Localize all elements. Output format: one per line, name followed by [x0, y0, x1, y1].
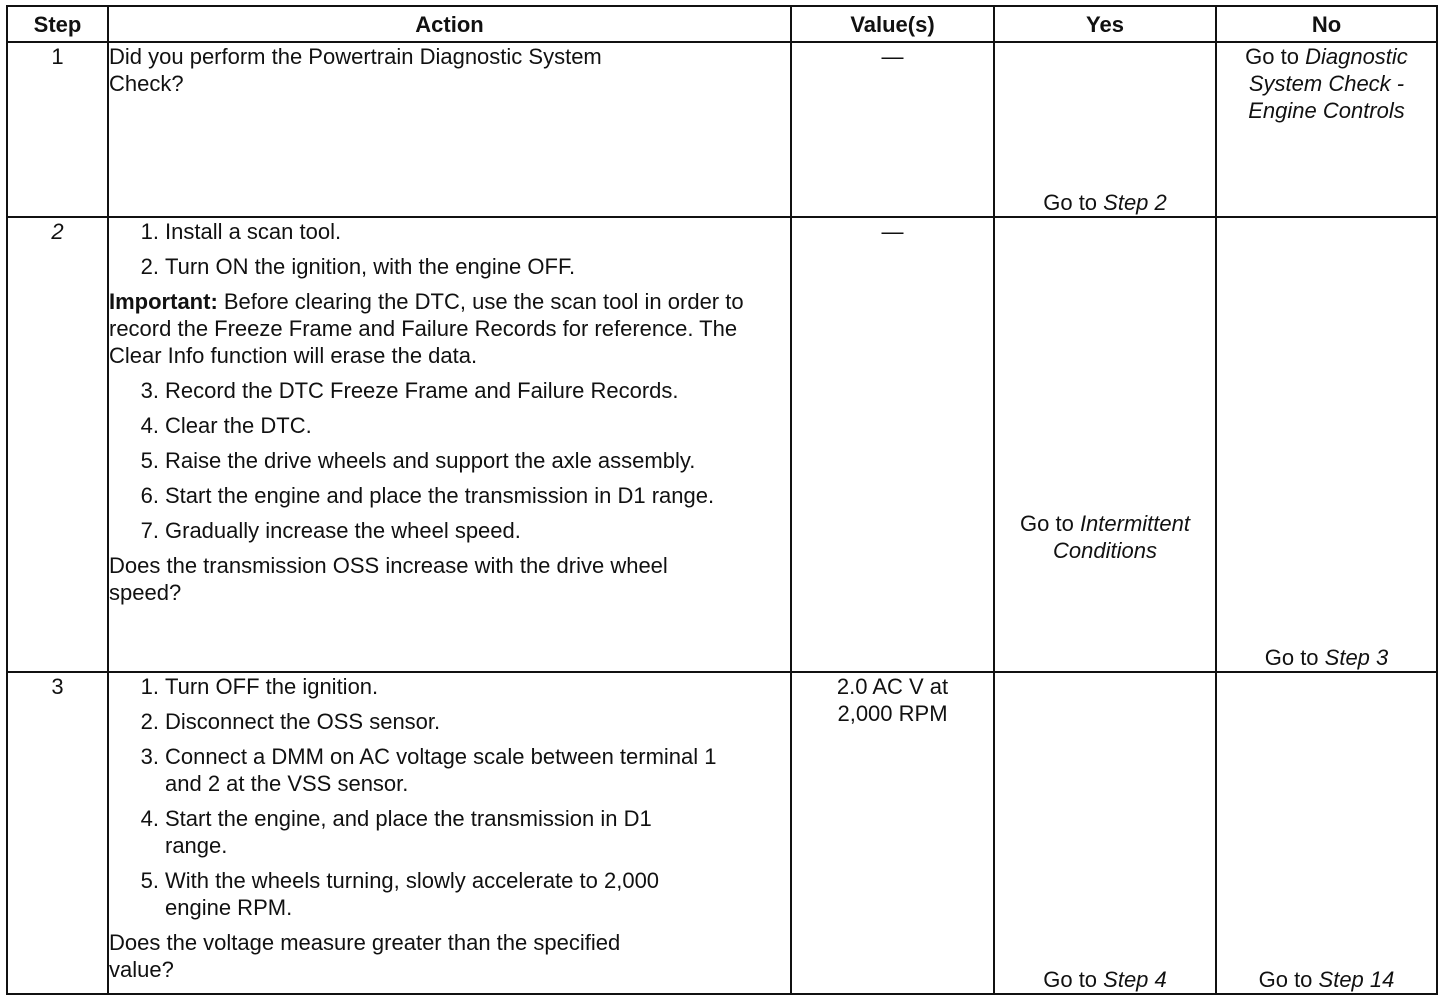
action-steps-a — [109, 218, 790, 280]
item-text: Start the engine, and place the transmission in D1 range. — [165, 806, 652, 858]
step-number: 2 — [7, 217, 108, 672]
header-yes: Yes — [994, 6, 1216, 42]
item-number: 4. — [140, 413, 159, 438]
step-number: 1 — [7, 42, 108, 217]
yes-link[interactable] — [995, 189, 1215, 216]
no-prefix: Go to — [1264, 645, 1325, 670]
yes-target[interactable]: Intermittent Conditions — [1053, 511, 1190, 563]
action-steps — [109, 673, 790, 921]
important-note — [109, 288, 790, 369]
no-cell — [1216, 217, 1437, 672]
header-no: No — [1216, 6, 1437, 42]
header-action: Action — [108, 6, 791, 42]
list-item — [109, 517, 790, 544]
yes-link[interactable] — [995, 325, 1215, 564]
list-item — [109, 805, 790, 859]
action-cell — [108, 217, 791, 672]
yes-link[interactable] — [995, 966, 1215, 993]
step-number: 3 — [7, 672, 108, 994]
no-target[interactable]: Step 14 — [1318, 967, 1395, 992]
item-number: 6. — [140, 483, 159, 508]
item-number: 5. — [140, 448, 159, 473]
item-text: Turn ON the ignition, with the engine OFF. — [165, 254, 576, 279]
yes-cell — [994, 672, 1216, 994]
yes-prefix: Go to — [1043, 967, 1104, 992]
yes-prefix: Go to — [1043, 190, 1104, 215]
no-link[interactable] — [1217, 644, 1436, 671]
no-target[interactable]: Step 3 — [1324, 645, 1389, 670]
value-cell: — — [791, 217, 994, 672]
list-item — [109, 447, 790, 474]
action-question: Did you perform the Powertrain Diagnostic System Check? — [109, 44, 602, 96]
list-item — [109, 482, 790, 509]
item-text: Start the engine and place the transmission in D1 range. — [165, 483, 715, 508]
yes-prefix: Go to — [1020, 511, 1080, 536]
value-cell: — — [791, 42, 994, 217]
no-cell — [1216, 42, 1437, 217]
item-number: 3. — [140, 378, 159, 403]
list-item — [109, 867, 790, 921]
action-question: Does the voltage measure greater than the specified value? — [109, 930, 621, 982]
no-prefix: Go to — [1245, 44, 1306, 69]
list-item — [109, 253, 790, 280]
yes-target[interactable]: Step 2 — [1103, 190, 1167, 215]
item-text: Disconnect the OSS sensor. — [165, 709, 441, 734]
item-number: 4. — [140, 806, 159, 831]
list-item — [109, 218, 790, 245]
item-number: 1. — [140, 219, 159, 244]
no-cell — [1216, 672, 1437, 994]
no-target[interactable]: Diagnostic System Check - Engine Controls — [1248, 44, 1408, 123]
header-step: Step — [7, 6, 108, 42]
list-item — [109, 377, 790, 404]
item-number: 2. — [140, 709, 159, 734]
important-label: Important: — [109, 289, 218, 314]
action-cell — [108, 672, 791, 994]
yes-target[interactable]: Step 4 — [1103, 967, 1167, 992]
yes-cell — [994, 42, 1216, 217]
table-row-step-3 — [7, 672, 1437, 994]
table-row-step-2 — [7, 217, 1437, 672]
item-text: Turn OFF the ignition. — [165, 674, 379, 699]
item-text: Raise the drive wheels and support the axle assembly. — [165, 448, 696, 473]
item-text: With the wheels turning, slowly accelerate to 2,000 engine RPM. — [165, 868, 660, 920]
list-item — [109, 673, 790, 700]
list-item — [109, 743, 790, 797]
item-text: Connect a DMM on AC voltage scale between terminal 1 and 2 at the VSS sensor. — [165, 744, 717, 796]
action-cell — [108, 42, 791, 217]
list-item — [109, 412, 790, 439]
no-prefix: Go to — [1258, 967, 1319, 992]
important-text: Before clearing the DTC, use the scan tool in order to record the Freeze Frame and Failure Records for reference. The Clear Info function will erase the data. — [109, 289, 744, 368]
yes-cell — [994, 217, 1216, 672]
diagnostic-table-container — [6, 5, 1438, 995]
item-number: 5. — [140, 868, 159, 893]
item-text: Record the DTC Freeze Frame and Failure Records. — [165, 378, 679, 403]
no-link[interactable] — [1217, 43, 1436, 124]
item-text: Clear the DTC. — [165, 413, 312, 438]
action-steps-b — [109, 377, 790, 544]
item-text: Install a scan tool. — [165, 219, 342, 244]
item-number: 3. — [140, 744, 159, 769]
diagnostic-table — [6, 5, 1438, 995]
header-values: Value(s) — [791, 6, 994, 42]
list-item — [109, 708, 790, 735]
item-number: 2. — [140, 254, 159, 279]
specified-value: 2.0 AC V at 2,000 RPM — [836, 674, 949, 726]
value-cell — [791, 672, 994, 994]
item-number: 1. — [140, 674, 159, 699]
table-row-step-1 — [7, 42, 1437, 217]
no-link[interactable] — [1217, 966, 1436, 993]
item-number: 7. — [140, 518, 159, 543]
header-row — [7, 6, 1437, 42]
item-text: Gradually increase the wheel speed. — [165, 518, 521, 543]
action-question: Does the transmission OSS increase with the drive wheel speed? — [109, 553, 668, 605]
